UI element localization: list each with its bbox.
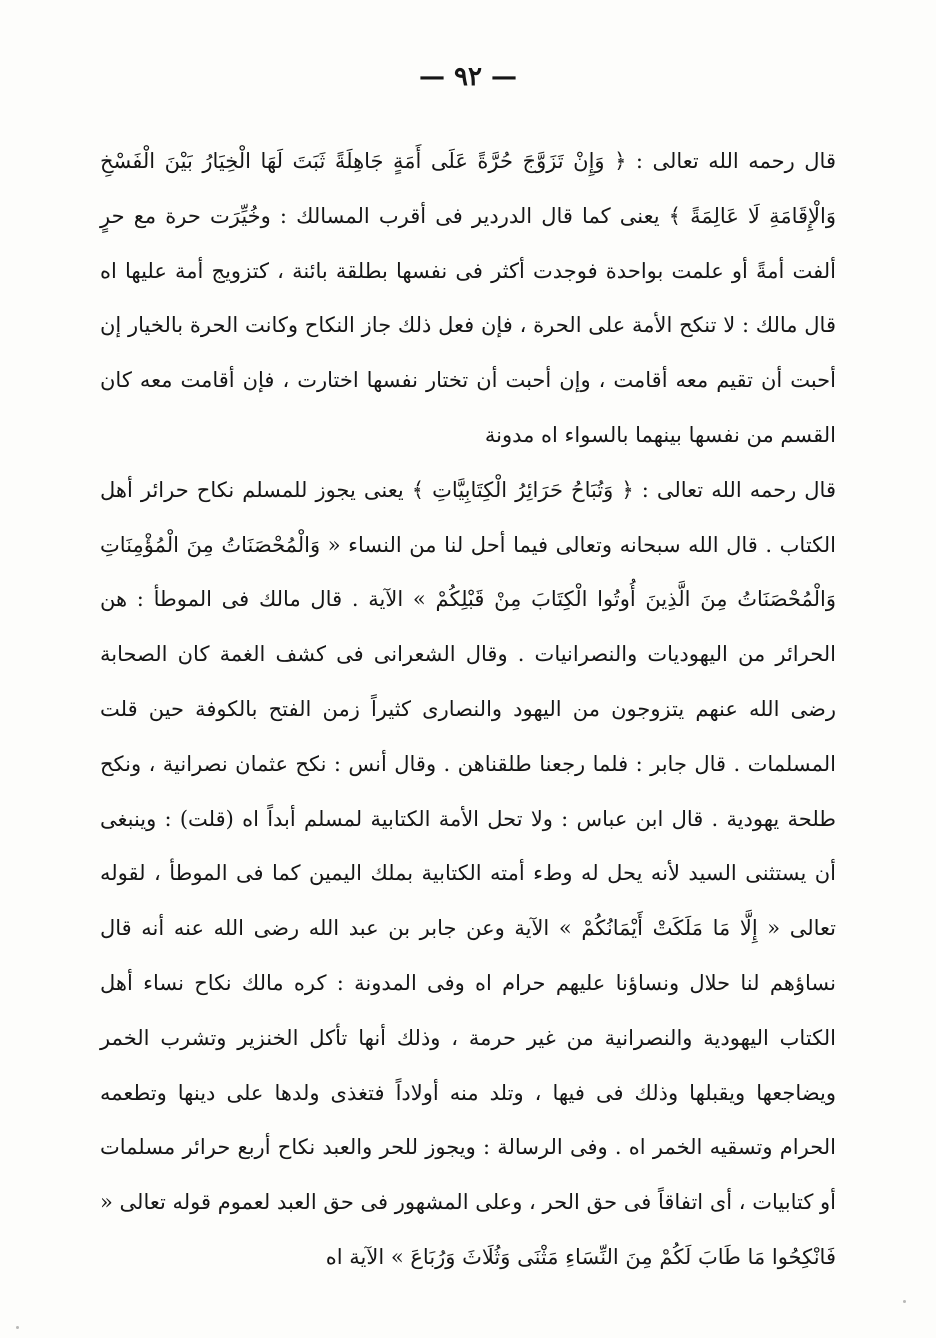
paragraph-2: قال رحمه الله تعالى : ﴿ وَتُبَاحُ حَرَائِرُ الْكِتَابِيَّاتِ ﴾ يعنى يجوز للمسلم نكاح حرائر أهل الكتاب . قال الله سبحانه وتعالى فيما أحل لنا من النساء « وَالْمُحْصَنَاتُ مِنَ الْمُؤْمِنَاتِ وَالْمُحْصَنَاتُ مِنَ الَّذِينَ أُوتُوا الْكِتَابَ مِنْ قَبْلِكُمْ » الآية . قال مالك فى الموطأ : هن الحرائر من اليهوديات والنصرانيات . وقال الشعرانى فى كشف الغمة كان الصحابة رضى الله عنهم يتزوجون من اليهود والنصارى كثيراً زمن الفتح بالكوفة حين قلت المسلمات . قال جابر : فلما رجعنا طلقناهن . وقال أنس : نكح عثمان نصرانية ، ونكح طلحة يهودية . قال ابن عباس : ولا تحل الأمة الكتابية لمسلم أبداً اه (قلت) : وينبغى أن يستثنى السيد لأنه يحل له وطء أمته الكتابية بملك اليمين كما فى الموطأ ، لقوله تعالى « إِلَّا مَا مَلَكَتْ أَيْمَانُكُمْ » الآية وعن جابر بن عبد الله رضى الله عنه أنه قال نساؤهم لنا حلال ونساؤنا عليهم حرام اه وفى المدونة : كره مالك نكاح نساء أهل الكتاب اليهودية والنصرانية من غير حرمة ، وذلك أنها تأكل الخنزير وتشرب الخمر ويضاجعها ويقبلها وذلك فى فيها ، وتلد منه أولاداً فتغذى ولدها على دينها وتطعمه الحرام وتسقيه الخمر اه . وفى الرسالة : ويجوز للحر والعبد نكاح أربع حرائر مسلمات أو كتابيات ، أى اتفاقاً فى حق الحر ، وعلى المشهور فى حق العبد لعموم قوله تعالى « فَانْكِحُوا مَا طَابَ لَكُمْ مِنَ النِّسَاءِ مَثْنَى وَثُلَاثَ وَرُبَاعَ » الآية اه	[100, 477, 836, 1269]
page-number: — ٩٢ —	[418, 62, 518, 92]
scan-speck	[903, 1300, 906, 1303]
paragraph-1: قال رحمه الله تعالى : ﴿ وَإِنْ تَزَوَّجَ حُرَّةً عَلَى أَمَةٍ جَاهِلَةً ثَبَتَ لَهَا الْخِيَارُ بَيْنَ الْفَسْخِ وَالْإِقَامَةِ لَا عَالِمَةً ﴾ يعنى كما قال الدردير فى أقرب المسالك : وخُيِّرَت حرة مع حرٍ ألفت أمةً أو علمت بواحدة فوجدت أكثر فى نفسها بطلقة بائنة ، كتزويج أمة عليها اه قال مالك : لا تنكح الأمة على الحرة ، فإن فعل ذلك جاز النكاح وكانت الحرة بالخيار إن أحبت أن تقيم معه أقامت ، وإن أحبت أن تختار نفسها اختارت ، فإن أقامت معه كان القسم من نفسها بينهما بالسواء اه مدونة	[100, 149, 836, 447]
page-body	[100, 134, 836, 1285]
scan-speck	[16, 1326, 19, 1329]
